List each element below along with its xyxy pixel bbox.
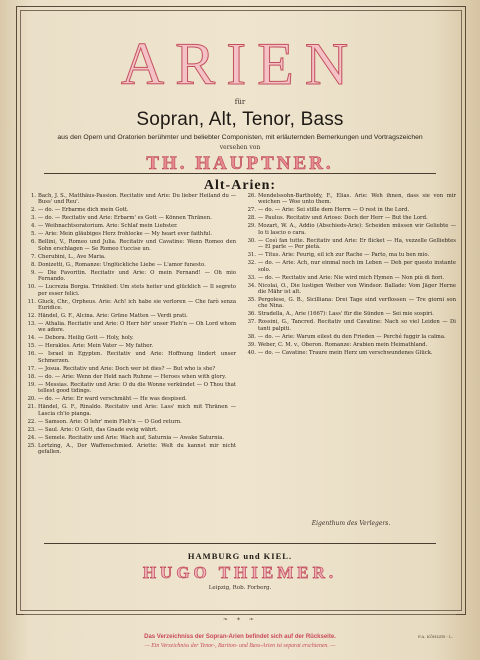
- aria-entry: [26, 215, 236, 221]
- entry-text: Nicolai, O., Die lustigen Weiber von Windsor. Ballade: Vom Jäger Herne die Mähr ist alt.: [258, 282, 456, 296]
- entry-number: 2.: [30, 207, 36, 214]
- entry-text: — Semele. Recitativ und Arie: Wach auf, Saturnia — Awake Saturnia.: [38, 434, 225, 441]
- aria-entry: [246, 283, 456, 296]
- entry-number: 6.: [30, 239, 36, 246]
- entry-text: Bellini, V., Romeo und Julia. Recitativ und Cavatine: Wenn Romeo den Sohn erschlagen — Se Romeo t'uccise un.: [38, 239, 236, 252]
- entry-text: Bach, J. S., Matthäus-Passion. Recitativ und Arie: Du lieber Heiland du — Buss' und Reu'.: [38, 193, 236, 206]
- entry-number: 33.: [247, 274, 256, 281]
- entry-text: Donizetti, G., Romanze: Unglückliche Liebe — L'amor funesto.: [38, 261, 206, 268]
- entry-text: Cherubini, L., Ave Maria.: [38, 253, 106, 260]
- right-column: [246, 193, 456, 358]
- aria-entry: [26, 231, 236, 237]
- publisher: [22, 551, 458, 591]
- entry-text: — do. — Arie: Wenn der Held nach Ruhme — Heroes when with glory.: [38, 373, 227, 380]
- publisher-subline: Leipzig, Rob. Forberg.: [208, 585, 272, 591]
- entry-number: 40.: [247, 349, 256, 356]
- aria-entry: [246, 311, 456, 317]
- entry-text: — Saul. Arie: O Gott, das Gnade ewig währt.: [38, 426, 158, 433]
- aria-entry: [246, 342, 456, 348]
- aria-entry: [246, 193, 456, 206]
- page-title: ARIEN: [120, 31, 360, 97]
- aria-entry: [26, 374, 236, 380]
- publisher-name: HUGO THIEMER.: [142, 563, 338, 582]
- publisher-city: HAMBURG und KIEL.: [187, 551, 293, 561]
- aria-entry: [26, 435, 236, 441]
- subtitle: aus den Opern und Oratorien berühmter und beliebter Componisten, mit erläuternden Bemerkungen und Vortragszeichen: [57, 134, 423, 141]
- entry-text: Händel, G. F., Alcina. Arie: Grüne Matten — Verdi prati.: [38, 313, 188, 320]
- entry-number: 11.: [27, 298, 36, 305]
- entry-number: 10.: [27, 284, 36, 291]
- section-title: Alt-Arien:: [203, 178, 277, 193]
- entry-text: — do. — Arie: Warum eilest du den Frieden — Perché fuggir la calma.: [258, 333, 446, 340]
- entry-text: Händel, G. F., Rinaldo. Recitativ und Arie: Lass' mich mit Thränen — Lascia ch'io pianga.: [38, 404, 236, 417]
- entry-number: 18.: [27, 373, 36, 380]
- entry-text: — Titus. Arie: Feurig, eil ich zur Rache — Parto, ma tu ben mio.: [258, 252, 430, 259]
- entry-text: Stradella, A., Arie (1667): Lass' für die Sünden — Sei mie sospiri.: [258, 311, 434, 318]
- entry-number: 8.: [30, 261, 36, 268]
- bottom-rule: [24, 614, 456, 615]
- entry-text: — Athalia. Recitativ und Arie: O Herr hör' unser Fleh'n — Oh Lord whom we adore.: [38, 321, 236, 334]
- aria-entry: [246, 275, 456, 281]
- aria-entry: [26, 343, 236, 349]
- entry-text: Rossini, G., Tancred. Recitativ und Cavatine: Nach so viel Leiden — Di tanti palpiti.: [258, 319, 456, 332]
- entry-text: — do. — Arie: Er ward verschmäht — He was despised.: [38, 396, 187, 403]
- entry-text: — Così fan tutte. Recitativ und Arie: Er flicket — Ha, vezzelle Gelliebtes — El parle — Per pietà.: [258, 237, 456, 251]
- aria-entry: [26, 321, 236, 334]
- entry-number: 4.: [30, 223, 36, 230]
- aria-entry: [26, 262, 236, 268]
- entry-number: 3.: [30, 215, 36, 222]
- aria-entry: [26, 419, 236, 425]
- aria-entry: [26, 427, 236, 433]
- header-divider: [44, 173, 436, 174]
- entry-number: 20.: [27, 396, 36, 403]
- aria-entry: [26, 382, 236, 395]
- entry-text: — Josua. Recitativ und Arie: Doch wer ist dies? — But who is she?: [38, 365, 216, 372]
- aria-entry: [246, 238, 456, 251]
- aria-entry: [26, 299, 236, 312]
- entry-number: 14.: [27, 335, 36, 342]
- aria-entry: [26, 223, 236, 229]
- entry-text: — do. — Erbarme dich mein Gott.: [38, 207, 129, 214]
- entry-number: 31.: [247, 252, 256, 259]
- entry-number: 26.: [247, 193, 256, 199]
- entry-number: 32.: [247, 260, 256, 267]
- entry-number: 12.: [27, 313, 36, 320]
- entry-text: — do. — Arie: Sei stille dem Herrn — O rest in the Lord.: [258, 207, 410, 214]
- entry-number: 9.: [30, 269, 36, 276]
- aria-entry: [26, 335, 236, 341]
- entry-number: 5.: [30, 231, 36, 238]
- entry-number: 24.: [27, 434, 36, 441]
- entry-text: — Arie: Mein gläubiges Herz frohlocke — My heart ever faithful.: [38, 231, 213, 238]
- entry-text: Mendelssohn-Bartholdy, F., Elias. Arie: Weh ihnen, dass sie von mir weichen — Woe unto them.: [258, 193, 456, 206]
- entry-text: — Paulus. Recitativ und Arioso: Doch der Herr — But the Lord.: [258, 215, 428, 222]
- aria-entry: [246, 223, 456, 236]
- entry-number: 16.: [27, 351, 36, 358]
- aria-entry: [26, 270, 236, 283]
- aria-entry: [26, 396, 236, 402]
- aria-entry: [246, 207, 456, 213]
- entry-text: — Messias. Recitativ und Arie: O du die Wonne verkündet — O Thou that tellest good tidings.: [38, 381, 236, 395]
- entry-number: 25.: [27, 442, 36, 449]
- fuer-text: für: [234, 98, 246, 106]
- entry-number: 35.: [247, 297, 256, 304]
- voices-heading: Sopran, Alt, Tenor, Bass: [136, 109, 344, 130]
- entry-number: 39.: [247, 341, 256, 348]
- aria-entry: [246, 252, 456, 258]
- aria-entry: [246, 297, 456, 310]
- entry-text: — Debora. Heilig Gott — Holy, holy.: [38, 335, 134, 342]
- aria-entry: [26, 239, 236, 252]
- entry-text: — do. — Cavatine: Traure mein Herz um verschwundenes Glück.: [258, 349, 433, 356]
- entry-number: 30.: [247, 237, 256, 244]
- aria-entry: [26, 404, 236, 417]
- footer-note-other-voices: — Ein Verzeichniss der Tenor-, Bariton- und Bass-Arien ist separat erschienen. —: [144, 643, 336, 649]
- footer-note-sopran: Das Verzeichniss der Sopran-Arien befindet sich auf der Rückseite.: [144, 634, 336, 640]
- versehen-text: versehen von: [219, 144, 261, 151]
- plate-mark: F.A. KÖHLER - L.: [418, 634, 453, 639]
- entry-text: — Herakles. Arie: Mein Vater — My father.: [38, 343, 154, 350]
- entry-number: 27.: [247, 207, 256, 214]
- entry-text: — do. — Recitativ und Arie: Nie wird mich Hymen — Non più di fiori.: [258, 274, 445, 281]
- entry-number: 34.: [247, 282, 256, 289]
- entry-text: — Die Favoritin. Recitativ und Arie: O mein Fernand! — Oh mio Fernando.: [38, 269, 236, 283]
- entry-number: 1.: [30, 193, 36, 199]
- editor-name: TH. HAUPTNER.: [146, 153, 334, 174]
- entry-number: 38.: [247, 333, 256, 340]
- entry-number: 21.: [27, 404, 36, 411]
- entry-number: 36.: [247, 311, 256, 318]
- entry-text: Gluck, Chr., Orpheus. Arie: Ach! ich habe sie verloren — Che farò senza Euridice.: [38, 298, 236, 312]
- entry-number: 17.: [27, 365, 36, 372]
- entry-text: — Israel in Egypten. Recitativ und Arie: Hoffnung lindert unser Schmerzen.: [38, 351, 236, 364]
- entry-number: 37.: [247, 319, 256, 326]
- entry-text: Pergolese, G. B., Sicilliana: Drei Tage sind verflossen — Tre giorni son che Nina.: [258, 297, 456, 310]
- aria-entry: [26, 313, 236, 319]
- aria-entry: [246, 350, 456, 356]
- aria-entry: [26, 443, 236, 456]
- aria-entry: [26, 284, 236, 297]
- entry-text: Weber, C. M. v., Oberon. Romanze: Arabien mein Heimathland.: [258, 341, 428, 348]
- entry-number: 23.: [27, 426, 36, 433]
- entry-number: 19.: [27, 381, 36, 388]
- entry-text: Mozart, W. A., Addio (Abschieds-Arie): Scheiden müssen wir Geliebte — Io ti lascio o cara.: [258, 223, 456, 236]
- entry-number: 29.: [247, 223, 256, 230]
- aria-entry: [26, 366, 236, 372]
- aria-entry: [26, 254, 236, 260]
- entry-text: — do. — Arie: Ach, nur einmal noch im Leben — Deh per questo instante solo.: [258, 260, 456, 273]
- entry-number: 28.: [247, 215, 256, 222]
- ornament: ❧ ✦ ❧: [223, 616, 257, 623]
- header: [22, 31, 458, 175]
- publisher-divider: [44, 543, 436, 544]
- aria-entry: [26, 193, 236, 206]
- entry-number: 7.: [30, 253, 36, 260]
- left-column: [26, 193, 236, 457]
- aria-entry: [246, 334, 456, 340]
- ownership-note: Eigenthum des Verlegers.: [311, 520, 391, 527]
- aria-entry: [246, 319, 456, 332]
- entry-number: 15.: [27, 343, 36, 350]
- entry-number: 13.: [27, 321, 36, 328]
- aria-entry: [26, 207, 236, 213]
- aria-entry: [26, 351, 236, 364]
- entry-text: — Lucrezia Borgia. Trinklied: Um stets heiter und glücklich — Il segreto per esser felici.: [38, 284, 236, 297]
- entry-text: — do. — Recitativ und Arie: Erbarm' es Gott — Können Thränen.: [38, 215, 212, 222]
- aria-entry: [246, 260, 456, 273]
- entry-number: 22.: [27, 418, 36, 425]
- entry-text: — Samson. Arie: O lehr' mein Fleh'n — O God return.: [38, 418, 182, 425]
- entry-text: — Weihnachtsoratorium. Arie: Schlaf mein Liebster.: [38, 223, 178, 230]
- aria-entry: [246, 215, 456, 221]
- entry-text: Lortzing, A., Der Waffenschmied. Ariette: Welt du kannst mir nicht gefallen.: [38, 442, 236, 456]
